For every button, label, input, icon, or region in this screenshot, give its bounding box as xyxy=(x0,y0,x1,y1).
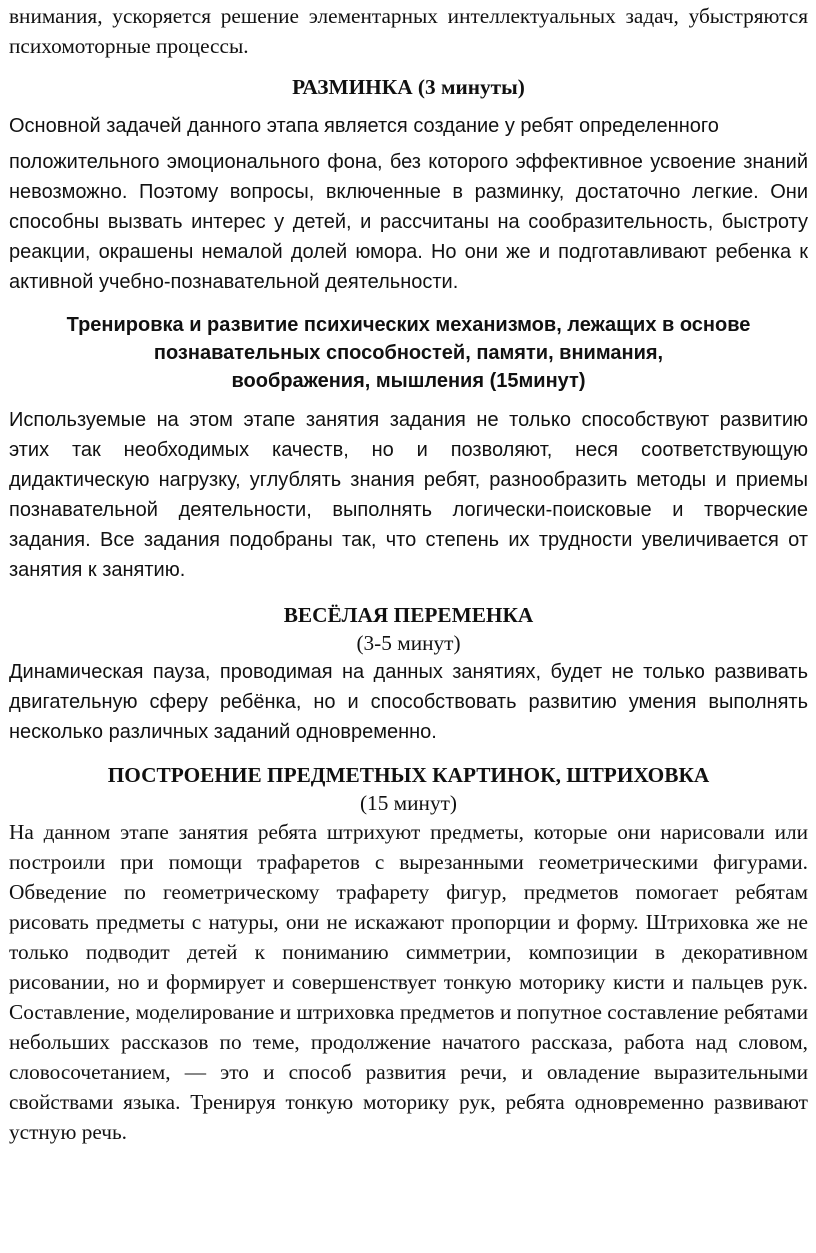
warmup-paragraph: положительного эмоционального фона, без которого эффективное усвоение знаний невозможно. Поэтому вопросы, включенные в разминку, достаточно легкие. Они способны вызвать интерес у детей, и рассчитаны на сообразительность, быстроту реакции, окрашены немалой долей юмора. Но они же и подготавливают ребенка к активной учебно-познавательной деятельности. xyxy=(9,151,808,293)
drawing-heading: ПОСТРОЕНИЕ ПРЕДМЕТНЫХ КАРТИНОК, ШТРИХОВКА xyxy=(107,763,710,787)
break-duration: (3-5 минут) xyxy=(356,631,461,655)
training-heading-line-2: познавательных способностей, памяти, внимания, xyxy=(153,342,664,364)
warmup-lead-line: Основной задачей данного этапа является создание у ребят определенного xyxy=(9,115,719,137)
training-paragraph: Используемые на этом этапе занятия задания не только способствуют развитию этих так необходимых качеств, но и позволяют, неся соответствующую дидактическую нагрузку, углублять знания ребят, разнообразить методы и приемы познавательной деятельности, выполнять логически-поисковые и творческие задания. Все задания подобраны так, что степень их трудности увеличивается от занятия к занятию. xyxy=(9,409,808,581)
training-heading-line-1: Тренировка и развитие психических механизмов, лежащих в основе xyxy=(66,314,751,336)
drawing-duration: (15 минут) xyxy=(359,791,458,815)
drawing-paragraph: На данном этапе занятия ребята штрихуют предметы, которые они нарисовали или построили при помощи трафаретов с вырезанными геометрическими фигурами. Обведение по геометрическому трафарету фигур, предметов помогает ребятам рисовать предметы с натуры, они не искажают пропорции и форму. Штриховка же не только подводит детей к пониманию симметрии, композиции в декоративном рисовании, но и формирует и совершенствует тонкую моторику кисти и пальцев рук. Составление, моделирование и штриховка предметов и попутное составление ребятами небольших рассказов по теме, продолжение начатого рассказа, работа над словом, словосочетанием, — это и способ развития речи, и овладение выразительными свойствами языка. Тренируя тонкую моторику рук, ребята одновременно развивают устную речь. xyxy=(9,820,808,1144)
training-heading-line-3: воображения, мышления (15минут) xyxy=(231,370,586,392)
warmup-heading: РАЗМИНКА (3 минуты) xyxy=(292,75,525,99)
training-heading xyxy=(9,311,808,395)
break-paragraph: Динамическая пауза, проводимая на данных занятиях, будет не только развивать двигательную сферу ребёнка, но и способствовать развитию умения выполнять несколько различных заданий одновременно. xyxy=(9,661,808,743)
break-heading: ВЕСЁЛАЯ ПЕРЕМЕНКА xyxy=(283,603,534,627)
intro-paragraph: внимания, ускоряется решение элементарных интеллектуальных задач, убыстряются психомоторные процессы. xyxy=(9,4,808,58)
